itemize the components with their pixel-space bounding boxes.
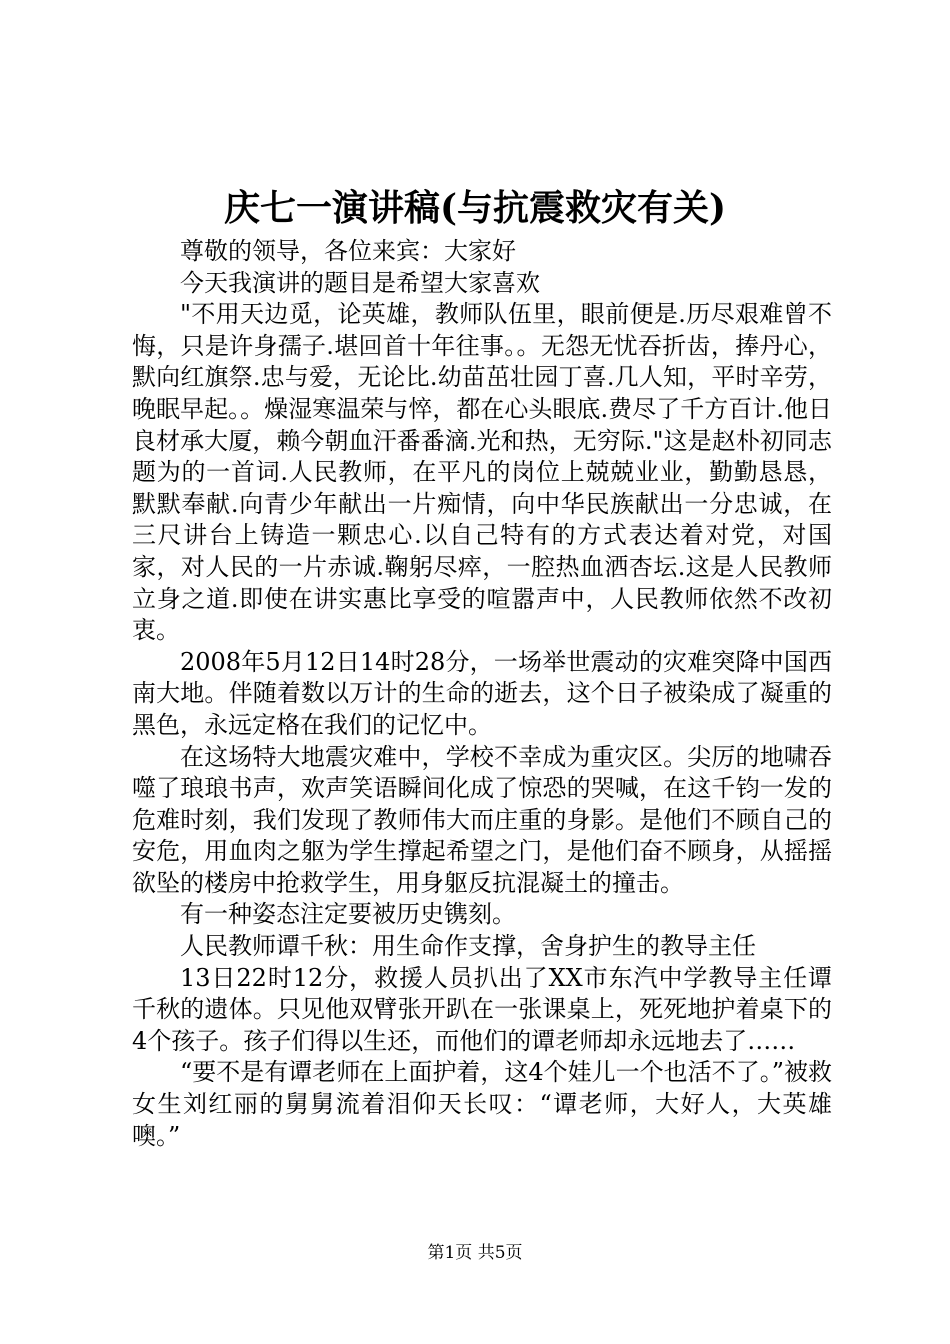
page-number-footer: 第1页 共5页 xyxy=(427,1243,523,1263)
document-body xyxy=(132,236,832,1152)
paragraph-poem: "不用天边觅，论英雄，教师队伍里，眼前便是.历尽艰难曾不悔，只是许身孺子.堪回首十年往事。。无怨无忧吞折齿，捧丹心，默向红旗祭.忠与爱，无论比.幼苗茁壮园丁喜.几人知，平时辛劳，晚眠早起。。燥湿寒温荣与悴，都在心头眼底.费尽了千方百计.他日良材承大厦，赖今朝血汗番番滴.光和热，无穷际."这是赵朴初同志题为的一首词.人民教师，在平凡的岗位上兢兢业业，勤勤恳恳，默默奉献.向青少年献出一片痴情，向中华民族献出一分忠诚，在三尺讲台上铸造一颗忠心.以自己特有的方式表达着对党，对国家，对人民的一片赤诚.鞠躬尽瘁，一腔热血洒杏坛.这是人民教师立身之道.即使在讲实惠比享受的喧嚣声中，人民教师依然不改初衷。 xyxy=(132,300,832,645)
paragraph-topic: 今天我演讲的题目是希望大家喜欢 xyxy=(180,268,540,297)
paragraph-rescue: 13日22时12分，救援人员扒出了XX市东汽中学教导主任谭千秋的遗体。只见他双臂张开趴在一张课桌上，死死地护着桌下的4个孩子。孩子们得以生还，而他们的谭老师却永远地去了…… xyxy=(132,963,832,1055)
paragraph-greeting: 尊敬的领导，各位来宾：大家好 xyxy=(180,237,516,265)
paragraph-quote: “要不是有谭老师在上面护着，这4个娃儿一个也活不了。”被救女生刘红丽的舅舅流着泪仰天长叹：“谭老师，大好人，大英雄噢。” xyxy=(132,1058,832,1150)
document-title: 庆七一演讲稿(与抗震救灾有关) xyxy=(223,187,727,229)
paragraph-school-disaster: 在这场特大地震灾难中，学校不幸成为重灾区。尖厉的地啸吞噬了琅琅书声，欢声笑语瞬间化成了惊恐的哭喊，在这千钧一发的危难时刻，我们发现了教师伟大而庄重的身影。是他们不顾自己的安危，用血肉之躯为学生撑起希望之门，是他们奋不顾身，从摇摇欲坠的楼房中抢救学生，用身躯反抗混凝土的撞击。 xyxy=(132,742,832,897)
paragraph-history: 有一种姿态注定要被历史镌刻。 xyxy=(180,900,516,929)
paragraph-subheading: 人民教师谭千秋：用生命作支撑，舍身护生的教导主任 xyxy=(180,932,756,961)
paragraph-earthquake-date: 2008年5月12日14时28分，一场举世震动的灾难突降中国西南大地。伴随着数以万计的生命的逝去，这个日子被染成了凝重的黑色，永远定格在我们的记忆中。 xyxy=(132,647,832,739)
